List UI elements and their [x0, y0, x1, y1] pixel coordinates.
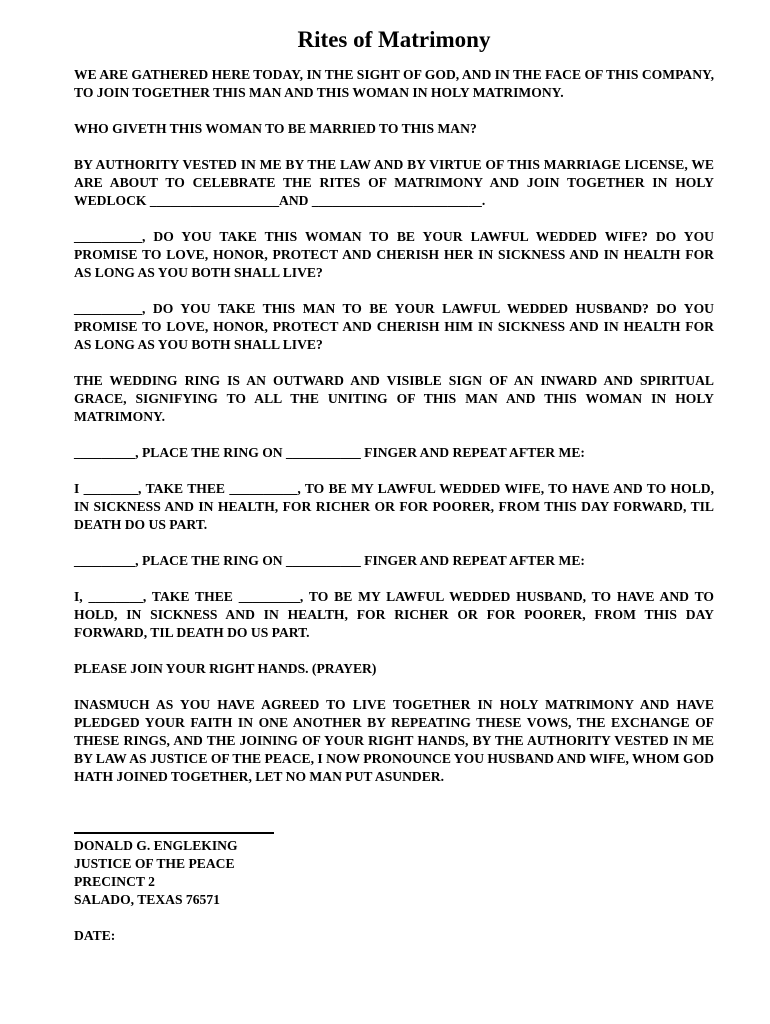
- ring-meaning-paragraph: THE WEDDING RING IS AN OUTWARD AND VISIBLE SIGN OF AN INWARD AND SPIRITUAL GRACE, SIGNIFYING TO ALL THE UNITING OF THIS MAN AND THIS WOMAN IN HOLY MATRIMONY.: [74, 373, 714, 424]
- bride-ring-vow: I, ________, TAKE THEE _________, TO BE MY LAWFUL WEDDED HUSBAND, TO HAVE AND TO HOLD, IN SICKNESS AND IN HEALTH, FOR RICHER OR FOR POORER, FROM THIS DAY FORWARD, TIL DEATH DO US PART.: [74, 589, 714, 640]
- authority-paragraph: BY AUTHORITY VESTED IN ME BY THE LAW AND BY VIRTUE OF THIS MARRIAGE LICENSE, WE ARE ABOUT TO CELEBRATE THE RITES OF MATRIMONY AND JOIN TOGETHER IN HOLY WEDLOCK ___________________AND _________________________.: [74, 157, 714, 208]
- officiant-location: SALADO, TEXAS 76571: [74, 892, 220, 907]
- officiant-title: JUSTICE OF THE PEACE: [74, 856, 235, 871]
- opening-paragraph: WE ARE GATHERED HERE TODAY, IN THE SIGHT OF GOD, AND IN THE FACE OF THIS COMPANY, TO JOIN TOGETHER THIS MAN AND THIS WOMAN IN HOLY MATRIMONY.: [74, 67, 714, 100]
- signature-block: [74, 832, 714, 945]
- document-title: Rites of Matrimony: [297, 27, 491, 52]
- officiant-name: DONALD G. ENGLEKING: [74, 838, 238, 853]
- giveth-question: WHO GIVETH THIS WOMAN TO BE MARRIED TO THIS MAN?: [74, 121, 477, 136]
- signature-line: [74, 832, 274, 834]
- groom-ring-vow: I ________, TAKE THEE __________, TO BE MY LAWFUL WEDDED WIFE, TO HAVE AND TO HOLD, IN SICKNESS AND IN HEALTH, FOR RICHER OR FOR POORER, FROM THIS DAY FORWARD, TIL DEATH DO US PART.: [74, 481, 714, 532]
- groom-ring-instruction: _________, PLACE THE RING ON ___________ FINGER AND REPEAT AFTER ME:: [74, 445, 585, 460]
- bride-ring-instruction: _________, PLACE THE RING ON ___________ FINGER AND REPEAT AFTER ME:: [74, 553, 585, 568]
- officiant-precinct: PRECINCT 2: [74, 874, 155, 889]
- date-label: DATE:: [74, 928, 116, 943]
- bride-vow-question: __________, DO YOU TAKE THIS MAN TO BE YOUR LAWFUL WEDDED HUSBAND? DO YOU PROMISE TO LOVE, HONOR, PROTECT AND CHERISH HIM IN SICKNESS AND IN HEALTH FOR AS LONG AS YOU BOTH SHALL LIVE?: [74, 301, 714, 352]
- groom-vow-question: __________, DO YOU TAKE THIS WOMAN TO BE YOUR LAWFUL WEDDED WIFE? DO YOU PROMISE TO LOVE, HONOR, PROTECT AND CHERISH HER IN SICKNESS AND IN HEALTH FOR AS LONG AS YOU BOTH SHALL LIVE?: [74, 229, 714, 280]
- document-page: [74, 26, 714, 945]
- join-hands-line: PLEASE JOIN YOUR RIGHT HANDS. (PRAYER): [74, 661, 377, 676]
- pronouncement-paragraph: INASMUCH AS YOU HAVE AGREED TO LIVE TOGETHER IN HOLY MATRIMONY AND HAVE PLEDGED YOUR FAITH IN ONE ANOTHER BY REPEATING THESE VOWS, THE EXCHANGE OF THESE RINGS, AND THE JOINING OF YOUR RIGHT HANDS, BY THE AUTHORITY VESTED IN ME BY LAW AS JUSTICE OF THE PEACE, I NOW PRONOUNCE YOU HUSBAND AND WIFE, WHOM GOD HATH JOINED TOGETHER, LET NO MAN PUT ASUNDER.: [74, 697, 714, 784]
